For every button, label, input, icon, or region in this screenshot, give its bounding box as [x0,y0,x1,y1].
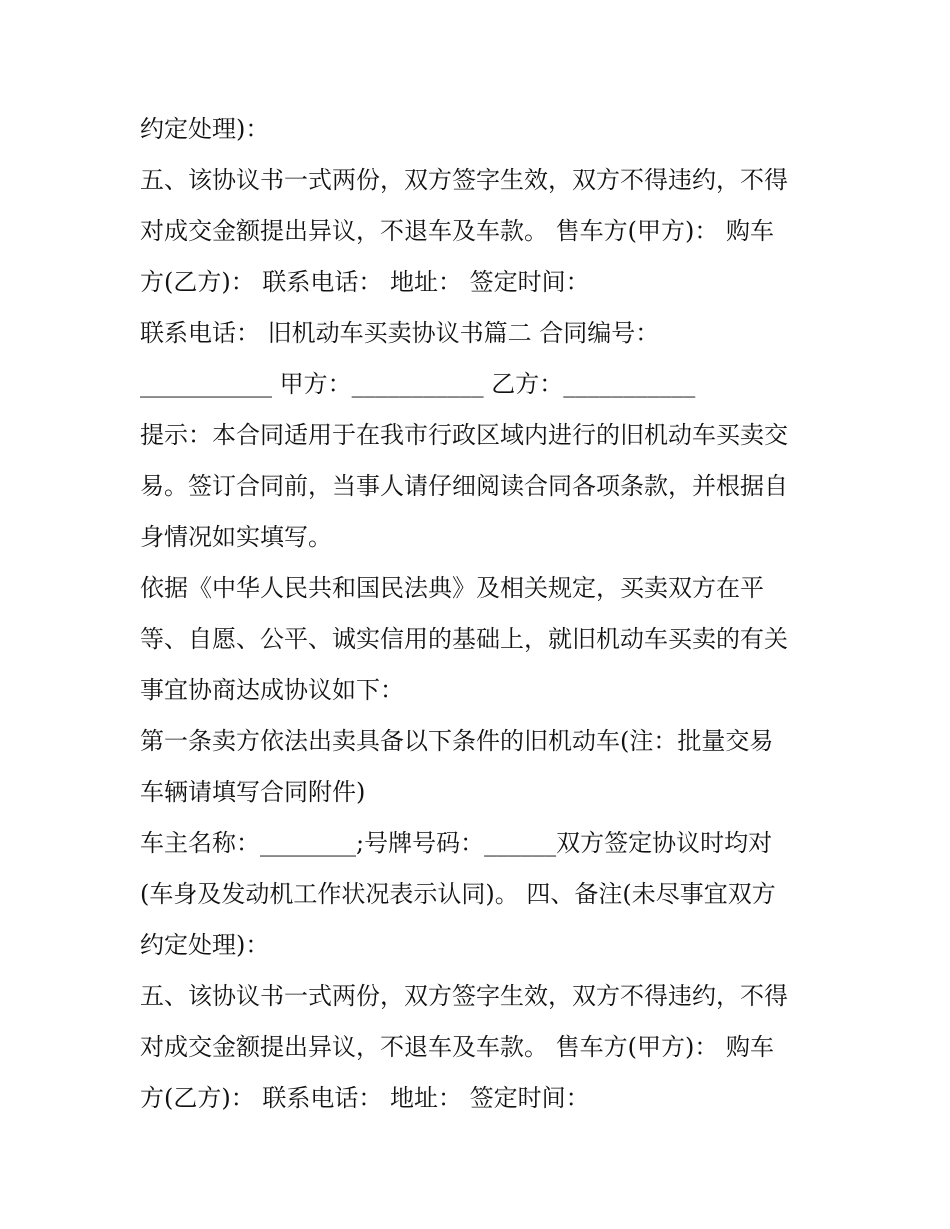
text-line: 车辆请填写合同附件) [140,778,366,806]
text-line: 五、该协议书一式两份，双方签字生效，双方不得违约，不得 [140,166,788,194]
text-line: 等、自愿、公平、诚实信用的基础上，就旧机动车买卖的有关 [140,625,788,653]
text-line: 车主名称：________;号牌号码：______双方签定协议时均对 [140,829,773,857]
text-line: 约定处理)： [140,931,270,959]
text-line: 事宜协商达成协议如下： [140,676,404,704]
text-line: 对成交金额提出异议，不退车及车款。 售车方(甲方)： 购车 [140,1033,774,1061]
text-line: 易。签订合同前，当事人请仔细阅读合同各项条款，并根据自 [140,472,788,500]
text-line: 提示：本合同适用于在我市行政区域内进行的旧机动车买卖交 [140,421,788,449]
text-line: 依据《中华人民共和国民法典》及相关规定，买卖双方在平 [140,574,764,602]
text-line: (车身及发动机工作状况表示认同)。 四、备注(未尽事宜双方 [140,880,776,908]
text-line: 五、该协议书一式两份，双方签字生效，双方不得违约，不得 [140,982,788,1010]
text-line: 第一条卖方依法出卖具备以下条件的旧机动车(注：批量交易 [140,727,774,755]
text-line: 约定处理)： [140,115,270,143]
document-body [140,104,820,1124]
text-line: ___________ 甲方：___________ 乙方：___________ [140,370,696,398]
text-line: 身情况如实填写。 [140,523,332,551]
text-line: 对成交金额提出异议，不退车及车款。 售车方(甲方)： 购车 [140,217,774,245]
text-line: 联系电话： 旧机动车买卖协议书篇二 合同编号： [140,319,660,347]
text-line: 方(乙方)： 联系电话： 地址： 签定时间： [140,268,590,296]
text-line: 方(乙方)： 联系电话： 地址： 签定时间： [140,1084,590,1112]
